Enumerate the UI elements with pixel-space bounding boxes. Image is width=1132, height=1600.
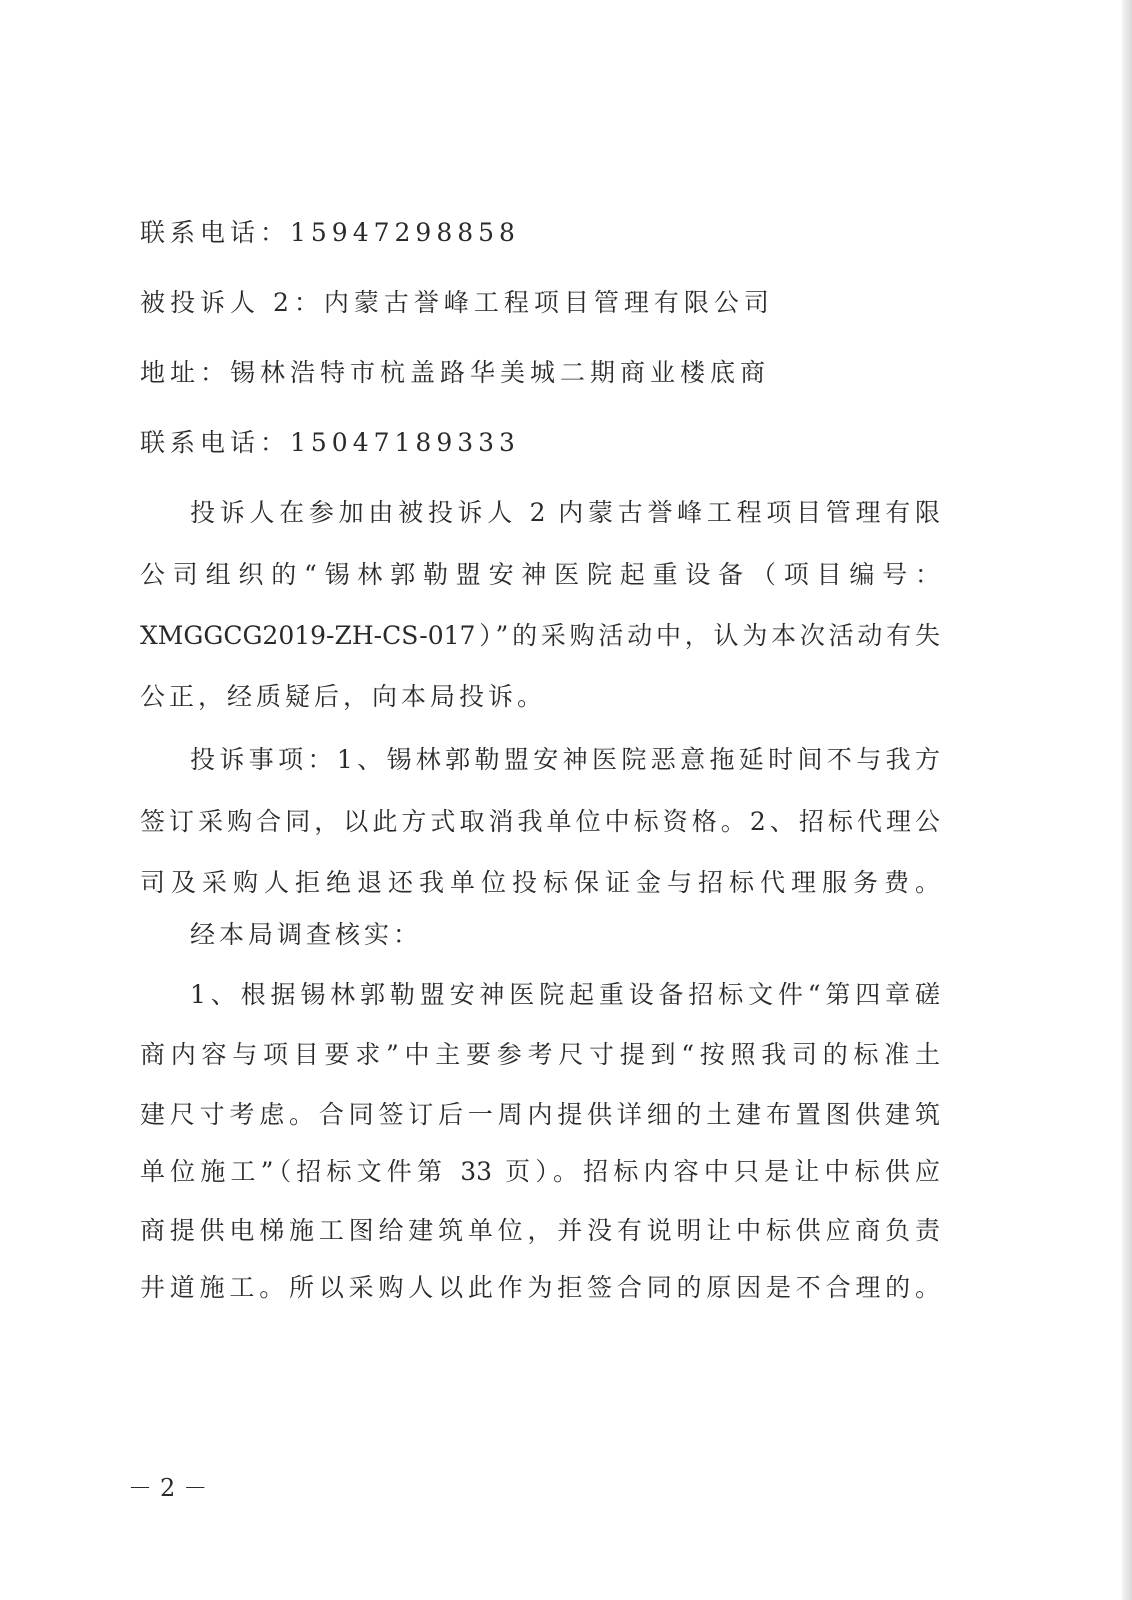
paragraph-line: XMGGCG2019-ZH-CS-017）”的采购活动中，认为本次活动有失	[140, 621, 940, 650]
paragraph-line: 商内容与项目要求”中主要参考尺寸提到“按照我司的标准土	[140, 1040, 940, 1069]
paragraph-line: 投诉事项：1、锡林郭勒盟安神医院恶意拖延时间不与我方	[190, 745, 940, 774]
paragraph-line: 商提供电梯施工图给建筑单位，并没有说明让中标供应商负责	[140, 1216, 940, 1245]
contact-phone-1: 联系电话：15947298858	[140, 218, 520, 247]
paragraph-line: 公正，经质疑后，向本局投诉。	[140, 682, 547, 711]
respondent-2-address: 地址：锡林浩特市杭盖路华美城二期商业楼底商	[140, 358, 771, 387]
paragraph-line: 投诉人在参加由被投诉人 2 内蒙古誉峰工程项目管理有限	[190, 498, 940, 527]
paragraph-line: 井道施工。所以采购人以此作为拒签合同的原因是不合理的。	[140, 1273, 940, 1302]
contact-phone-2: 联系电话：15047189333	[140, 428, 520, 457]
page-number: －2－	[128, 1474, 216, 1502]
paragraph-line: 签订采购合同，以此方式取消我单位中标资格。2、招标代理公	[140, 807, 940, 836]
paragraph-line: 建尺寸考虑。合同签订后一周内提供详细的土建布置图供建筑	[140, 1100, 940, 1129]
paragraph-line: 单位施工”（招标文件第 33 页）。招标内容中只是让中标供应	[140, 1157, 940, 1186]
investigation-heading: 经本局调查核实：	[190, 920, 423, 949]
paragraph-line: 公司组织的“锡林郭勒盟安神医院起重设备（项目编号：	[140, 560, 940, 589]
paragraph-line: 司及采购人拒绝退还我单位投标保证金与招标代理服务费。	[140, 868, 940, 897]
paragraph-line: 1、根据锡林郭勒盟安神医院起重设备招标文件“第四章磋	[190, 980, 940, 1009]
scan-edge-shadow	[1122, 0, 1132, 1600]
respondent-2-name: 被投诉人 2：内蒙古誉峰工程项目管理有限公司	[140, 288, 774, 317]
